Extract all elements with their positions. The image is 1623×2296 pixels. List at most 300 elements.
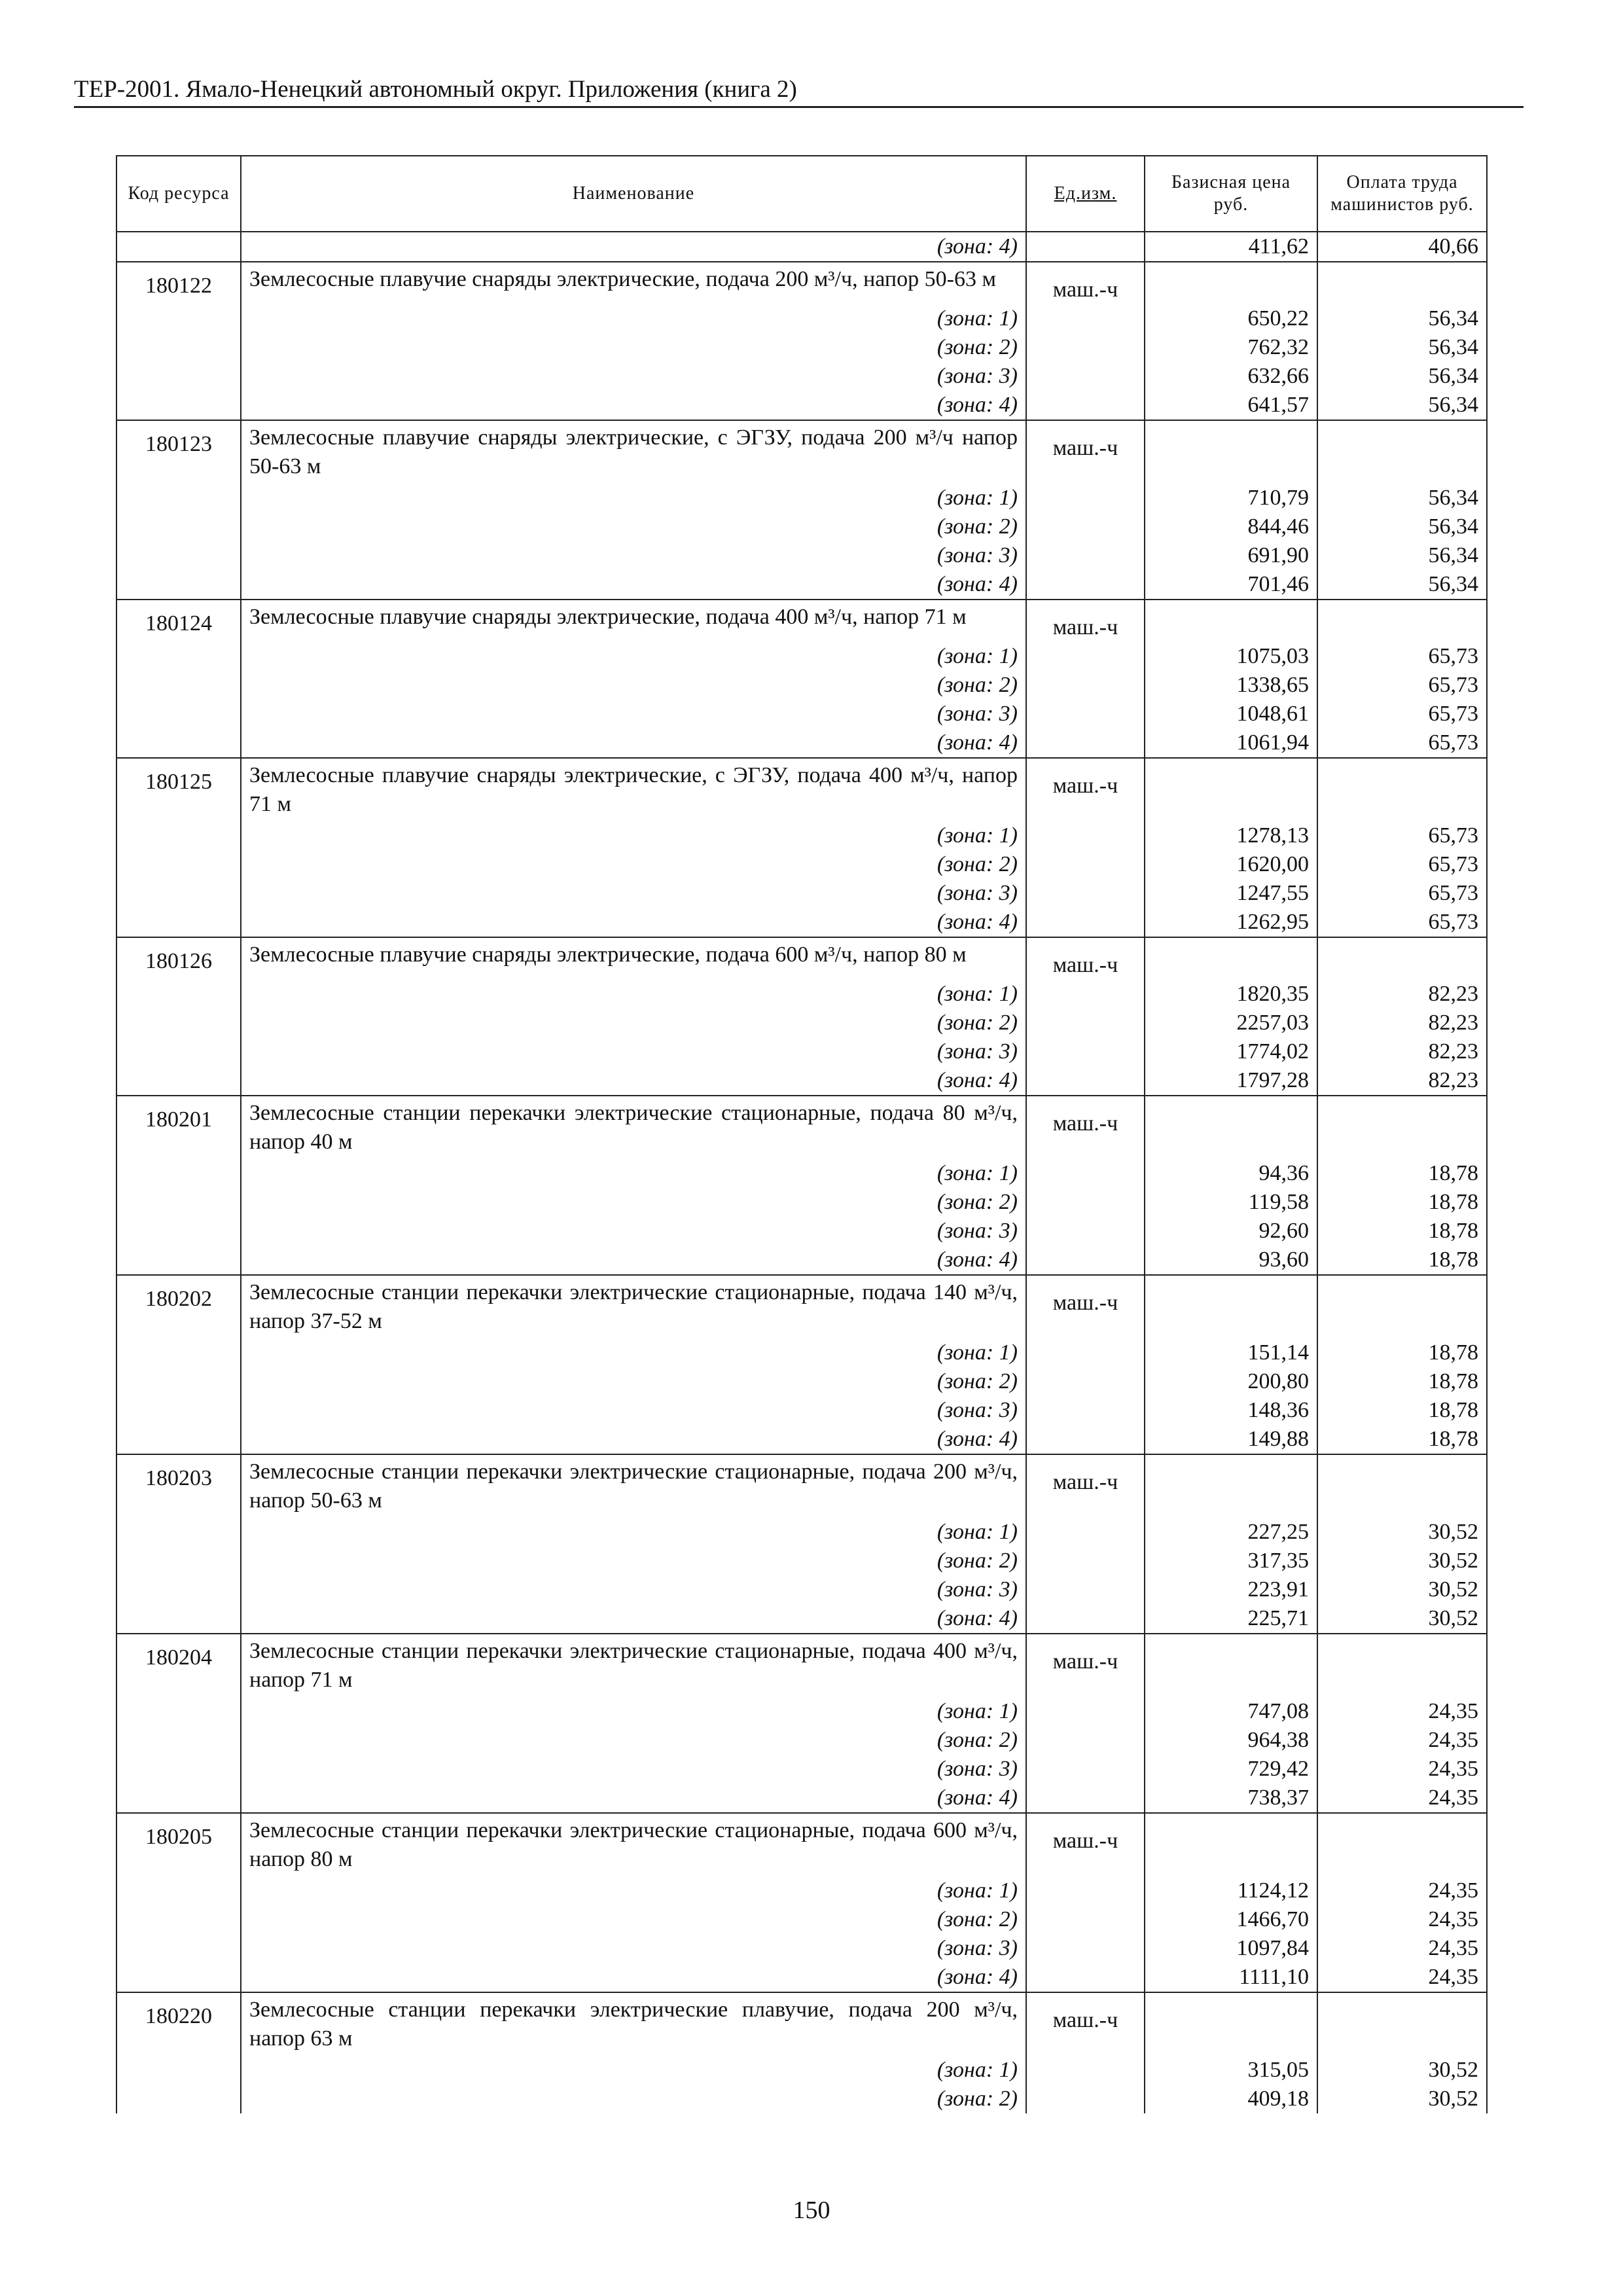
resource-row [116, 1992, 1487, 2056]
zone-pay: 30,52 [1317, 1518, 1487, 1547]
zone-code-cell [116, 1338, 241, 1367]
zone-label: (зона: 4) [241, 1425, 1026, 1454]
continuation-row [116, 232, 1487, 262]
zone-label: (зона: 1) [241, 1159, 1026, 1188]
zone-code-cell [116, 1066, 241, 1096]
zone-code-cell [116, 1037, 241, 1066]
zone-pay: 30,52 [1317, 1547, 1487, 1575]
zone-label: (зона: 2) [241, 850, 1026, 879]
zone-pay: 24,35 [1317, 1755, 1487, 1784]
zone-row [116, 1396, 1487, 1425]
zone-pay: 65,73 [1317, 700, 1487, 728]
zone-unit-cell [1026, 1246, 1145, 1275]
resource-row [116, 1813, 1487, 1876]
zone-unit-cell [1026, 362, 1145, 391]
zone-code-cell [116, 1876, 241, 1905]
zone-label: (зона: 1) [241, 1697, 1026, 1726]
zone-price: 409,18 [1145, 2085, 1317, 2113]
table-header-row [116, 156, 1487, 232]
zone-code-cell [116, 1367, 241, 1396]
zone-unit-cell [1026, 1066, 1145, 1096]
document-title: ТЕР-2001. Ямало-Ненецкий автономный округ. Приложения (книга 2) [74, 76, 797, 103]
resource-pay-empty [1317, 420, 1487, 484]
zone-unit-cell [1026, 391, 1145, 420]
zone-unit-cell [1026, 850, 1145, 879]
zone-label: (зона: 2) [241, 671, 1026, 700]
zone-unit-cell [1026, 541, 1145, 570]
zone-unit-cell [1026, 908, 1145, 937]
zone-code-cell [116, 2085, 241, 2113]
resource-row [116, 758, 1487, 821]
zone-pay: 56,34 [1317, 391, 1487, 420]
zone-pay: 24,35 [1317, 1697, 1487, 1726]
zone-unit-cell [1026, 512, 1145, 541]
resource-code: 180204 [116, 1634, 241, 1697]
zone-price: 119,58 [1145, 1188, 1317, 1217]
zone-code-cell [116, 1425, 241, 1454]
resource-price-empty [1145, 1813, 1317, 1876]
zone-row [116, 1425, 1487, 1454]
zone-label: (зона: 2) [241, 1188, 1026, 1217]
zone-row [116, 541, 1487, 570]
zone-code-cell [116, 1246, 241, 1275]
zone-code-cell [116, 2056, 241, 2085]
zone-price: 747,08 [1145, 1697, 1317, 1726]
zone-label: (зона: 2) [241, 1547, 1026, 1575]
table-body [116, 232, 1487, 2113]
resource-name: Землесосные станции перекачки электрические стационарные, подача 140 м³/ч, напор 37-52 м [241, 1275, 1026, 1338]
column-header-code: Код ресурса [116, 156, 241, 232]
zone-code-cell [116, 333, 241, 362]
zone-price: 1797,28 [1145, 1066, 1317, 1096]
zone-code-cell [116, 642, 241, 671]
resource-name: Землесосные плавучие снаряды электрические, подача 600 м³/ч, напор 80 м [241, 937, 1026, 980]
zone-label: (зона: 1) [241, 980, 1026, 1009]
resource-pay-empty [1317, 937, 1487, 980]
zone-code-cell [116, 1547, 241, 1575]
zone-label: (зона: 3) [241, 1037, 1026, 1066]
zone-pay: 65,73 [1317, 850, 1487, 879]
zone-code-cell [116, 1396, 241, 1425]
zone-row [116, 980, 1487, 1009]
zone-pay: 18,78 [1317, 1396, 1487, 1425]
zone-price: 691,90 [1145, 541, 1317, 570]
zone-row [116, 1697, 1487, 1726]
zone-row [116, 1009, 1487, 1037]
zone-price: 1278,13 [1145, 821, 1317, 850]
zone-pay: 24,35 [1317, 1905, 1487, 1934]
zone-row [116, 908, 1487, 937]
zone-label: (зона: 1) [241, 1338, 1026, 1367]
zone-row [116, 512, 1487, 541]
zone-label: (зона: 3) [241, 1755, 1026, 1784]
zone-row [116, 304, 1487, 333]
zone-pay: 24,35 [1317, 1934, 1487, 1963]
zone-row [116, 1876, 1487, 1905]
zone-row [116, 821, 1487, 850]
zone-row [116, 1338, 1487, 1367]
zone-code-cell [116, 1963, 241, 1992]
zone-pay: 65,73 [1317, 671, 1487, 700]
zone-code-cell [116, 1009, 241, 1037]
resource-unit: маш.-ч [1026, 1992, 1145, 2056]
zone-price: 225,71 [1145, 1604, 1317, 1634]
resource-price-empty [1145, 600, 1317, 642]
zone-price: 149,88 [1145, 1425, 1317, 1454]
zone-pay: 24,35 [1317, 1784, 1487, 1813]
zone-unit-cell [1026, 821, 1145, 850]
resource-unit: маш.-ч [1026, 1096, 1145, 1159]
zone-unit-cell [1026, 333, 1145, 362]
zone-pay: 65,73 [1317, 908, 1487, 937]
zone-price: 701,46 [1145, 570, 1317, 600]
zone-code-cell [116, 700, 241, 728]
resource-unit: маш.-ч [1026, 758, 1145, 821]
zone-pay: 65,73 [1317, 642, 1487, 671]
zone-unit-cell [1026, 1697, 1145, 1726]
resource-unit: маш.-ч [1026, 1634, 1145, 1697]
resource-pay-empty [1317, 600, 1487, 642]
zone-pay: 30,52 [1317, 1575, 1487, 1604]
zone-code-cell [116, 391, 241, 420]
zone-row [116, 1217, 1487, 1246]
zone-price: 641,57 [1145, 391, 1317, 420]
zone-price: 148,36 [1145, 1396, 1317, 1425]
zone-code-cell [116, 850, 241, 879]
zone-price: 710,79 [1145, 484, 1317, 512]
zone-pay: 65,73 [1317, 821, 1487, 850]
resource-name: Землесосные плавучие снаряды электрические, подача 400 м³/ч, напор 71 м [241, 600, 1026, 642]
zone-code-cell [116, 1217, 241, 1246]
zone-unit-cell [1026, 1425, 1145, 1454]
zone-price: 1620,00 [1145, 850, 1317, 879]
resource-code: 180123 [116, 420, 241, 484]
zone-unit-cell [1026, 570, 1145, 600]
zone-price: 1061,94 [1145, 728, 1317, 758]
zone-price: 92,60 [1145, 1217, 1317, 1246]
continuation-pay: 40,66 [1317, 232, 1487, 262]
resource-unit: маш.-ч [1026, 1275, 1145, 1338]
resource-row [116, 1275, 1487, 1338]
zone-pay: 30,52 [1317, 2085, 1487, 2113]
zone-price: 1338,65 [1145, 671, 1317, 700]
resource-unit: маш.-ч [1026, 1813, 1145, 1876]
zone-unit-cell [1026, 1575, 1145, 1604]
zone-unit-cell [1026, 1755, 1145, 1784]
zone-price: 151,14 [1145, 1338, 1317, 1367]
column-header-unit [1026, 156, 1145, 232]
zone-pay: 82,23 [1317, 1009, 1487, 1037]
column-header-name: Наименование [241, 156, 1026, 232]
zone-price: 227,25 [1145, 1518, 1317, 1547]
zone-code-cell [116, 980, 241, 1009]
zone-row [116, 1159, 1487, 1188]
zone-label: (зона: 4) [241, 1784, 1026, 1813]
resource-name: Землесосные станции перекачки электрические стационарные, подача 80 м³/ч, напор 40 м [241, 1096, 1026, 1159]
zone-label: (зона: 4) [241, 1963, 1026, 1992]
zone-label: (зона: 3) [241, 879, 1026, 908]
zone-code-cell [116, 1518, 241, 1547]
zone-label: (зона: 4) [241, 728, 1026, 758]
resource-price-empty [1145, 1634, 1317, 1697]
zone-pay: 82,23 [1317, 1037, 1487, 1066]
zone-unit-cell [1026, 1188, 1145, 1217]
zone-label: (зона: 4) [241, 908, 1026, 937]
zone-pay: 56,34 [1317, 333, 1487, 362]
zone-price: 844,46 [1145, 512, 1317, 541]
zone-pay: 56,34 [1317, 362, 1487, 391]
resource-price-table [116, 155, 1488, 2113]
zone-unit-cell [1026, 1338, 1145, 1367]
zone-row [116, 484, 1487, 512]
zone-row [116, 850, 1487, 879]
zone-pay: 18,78 [1317, 1188, 1487, 1217]
resource-pay-empty [1317, 1454, 1487, 1518]
resource-code: 180205 [116, 1813, 241, 1876]
resource-name: Землесосные плавучие снаряды электрические, с ЭГЗУ, подача 400 м³/ч, напор 71 м [241, 758, 1026, 821]
zone-label: (зона: 3) [241, 1396, 1026, 1425]
zone-price: 94,36 [1145, 1159, 1317, 1188]
zone-label: (зона: 1) [241, 2056, 1026, 2085]
zone-label: (зона: 2) [241, 333, 1026, 362]
zone-code-cell [116, 362, 241, 391]
zone-unit-cell [1026, 2085, 1145, 2113]
zone-price: 650,22 [1145, 304, 1317, 333]
zone-row [116, 391, 1487, 420]
zone-unit-cell [1026, 1963, 1145, 1992]
zone-row [116, 1575, 1487, 1604]
zone-label: (зона: 2) [241, 1726, 1026, 1755]
zone-row [116, 671, 1487, 700]
zone-row [116, 1604, 1487, 1634]
zone-pay: 56,34 [1317, 512, 1487, 541]
zone-pay: 82,23 [1317, 1066, 1487, 1096]
zone-row [116, 642, 1487, 671]
zone-code-cell [116, 1755, 241, 1784]
zone-price: 1124,12 [1145, 1876, 1317, 1905]
resource-code: 180124 [116, 600, 241, 642]
zone-code-cell [116, 1697, 241, 1726]
zone-price: 1262,95 [1145, 908, 1317, 937]
zone-label: (зона: 1) [241, 1876, 1026, 1905]
zone-price: 223,91 [1145, 1575, 1317, 1604]
zone-price: 317,35 [1145, 1547, 1317, 1575]
zone-row [116, 1963, 1487, 1992]
zone-label: (зона: 3) [241, 1934, 1026, 1963]
zone-pay: 56,34 [1317, 570, 1487, 600]
zone-unit-cell [1026, 1547, 1145, 1575]
zone-unit-cell [1026, 2056, 1145, 2085]
zone-price: 729,42 [1145, 1755, 1317, 1784]
zone-pay: 18,78 [1317, 1338, 1487, 1367]
zone-pay: 65,73 [1317, 728, 1487, 758]
zone-label: (зона: 3) [241, 700, 1026, 728]
zone-label: (зона: 3) [241, 1217, 1026, 1246]
zone-price: 1774,02 [1145, 1037, 1317, 1066]
zone-row [116, 362, 1487, 391]
resource-row [116, 1096, 1487, 1159]
zone-pay: 30,52 [1317, 1604, 1487, 1634]
zone-row [116, 700, 1487, 728]
continuation-unit-cell [1026, 232, 1145, 262]
zone-pay: 24,35 [1317, 1963, 1487, 1992]
zone-row [116, 879, 1487, 908]
zone-row [116, 1037, 1487, 1066]
zone-code-cell [116, 1575, 241, 1604]
resource-row [116, 1634, 1487, 1697]
resource-pay-empty [1317, 758, 1487, 821]
zone-row [116, 1905, 1487, 1934]
zone-label: (зона: 4) [241, 1066, 1026, 1096]
zone-price: 315,05 [1145, 2056, 1317, 2085]
zone-price: 964,38 [1145, 1726, 1317, 1755]
zone-label: (зона: 4) [241, 391, 1026, 420]
zone-row [116, 1547, 1487, 1575]
continuation-zone-label: (зона: 4) [241, 232, 1026, 262]
zone-unit-cell [1026, 1159, 1145, 1188]
zone-pay: 56,34 [1317, 484, 1487, 512]
zone-pay: 24,35 [1317, 1726, 1487, 1755]
resource-price-empty [1145, 758, 1317, 821]
zone-price: 1247,55 [1145, 879, 1317, 908]
zone-unit-cell [1026, 304, 1145, 333]
zone-price: 93,60 [1145, 1246, 1317, 1275]
zone-row [116, 1934, 1487, 1963]
zone-row [116, 1066, 1487, 1096]
zone-pay: 18,78 [1317, 1367, 1487, 1396]
zone-pay: 56,34 [1317, 304, 1487, 333]
zone-label: (зона: 4) [241, 1604, 1026, 1634]
zone-code-cell [116, 879, 241, 908]
zone-pay: 30,52 [1317, 2056, 1487, 2085]
resource-price-empty [1145, 262, 1317, 304]
zone-row [116, 728, 1487, 758]
zone-unit-cell [1026, 1726, 1145, 1755]
zone-code-cell [116, 1159, 241, 1188]
zone-label: (зона: 2) [241, 1367, 1026, 1396]
zone-price: 1820,35 [1145, 980, 1317, 1009]
zone-unit-cell [1026, 1217, 1145, 1246]
resource-price-empty [1145, 1992, 1317, 2056]
resource-code: 180201 [116, 1096, 241, 1159]
zone-unit-cell [1026, 1396, 1145, 1425]
resource-unit: маш.-ч [1026, 420, 1145, 484]
column-header-pay: Оплата труда машинистов руб. [1317, 156, 1487, 232]
zone-code-cell [116, 1934, 241, 1963]
resource-unit: маш.-ч [1026, 1454, 1145, 1518]
zone-code-cell [116, 908, 241, 937]
resource-pay-empty [1317, 1096, 1487, 1159]
zone-unit-cell [1026, 728, 1145, 758]
continuation-price: 411,62 [1145, 232, 1317, 262]
resource-price-empty [1145, 420, 1317, 484]
zone-code-cell [116, 821, 241, 850]
zone-row [116, 1784, 1487, 1813]
zone-label: (зона: 2) [241, 512, 1026, 541]
resource-code: 180202 [116, 1275, 241, 1338]
zone-row [116, 1726, 1487, 1755]
resource-name: Землесосные станции перекачки электрические стационарные, подача 400 м³/ч, напор 71 м [241, 1634, 1026, 1697]
column-header-unit-label: Ед.изм. [1054, 183, 1117, 204]
zone-price: 1466,70 [1145, 1905, 1317, 1934]
zone-label: (зона: 1) [241, 304, 1026, 333]
zone-code-cell [116, 1726, 241, 1755]
zone-row [116, 333, 1487, 362]
running-header [74, 73, 1524, 108]
resource-name: Землесосные станции перекачки электрические плавучие, подача 200 м³/ч, напор 63 м [241, 1992, 1026, 2056]
resource-row [116, 262, 1487, 304]
resource-pay-empty [1317, 1634, 1487, 1697]
resource-code: 180203 [116, 1454, 241, 1518]
resource-price-empty [1145, 1275, 1317, 1338]
column-header-price: Базисная цена руб. [1145, 156, 1317, 232]
zone-code-cell [116, 512, 241, 541]
page-number: 150 [793, 2197, 830, 2224]
zone-price: 1048,61 [1145, 700, 1317, 728]
resource-unit: маш.-ч [1026, 262, 1145, 304]
zone-price: 1097,84 [1145, 1934, 1317, 1963]
zone-row [116, 1755, 1487, 1784]
resource-code: 180220 [116, 1992, 241, 2056]
zone-label: (зона: 4) [241, 1246, 1026, 1275]
zone-unit-cell [1026, 1934, 1145, 1963]
zone-code-cell [116, 1604, 241, 1634]
zone-label: (зона: 4) [241, 570, 1026, 600]
resource-unit: маш.-ч [1026, 937, 1145, 980]
zone-pay: 56,34 [1317, 541, 1487, 570]
zone-pay: 18,78 [1317, 1159, 1487, 1188]
zone-row [116, 1367, 1487, 1396]
resource-row [116, 937, 1487, 980]
zone-row [116, 1518, 1487, 1547]
zone-price: 2257,03 [1145, 1009, 1317, 1037]
zone-label: (зона: 2) [241, 1905, 1026, 1934]
zone-price: 738,37 [1145, 1784, 1317, 1813]
zone-unit-cell [1026, 1037, 1145, 1066]
zone-pay: 18,78 [1317, 1217, 1487, 1246]
resource-row [116, 600, 1487, 642]
zone-pay: 18,78 [1317, 1425, 1487, 1454]
zone-unit-cell [1026, 1009, 1145, 1037]
zone-price: 632,66 [1145, 362, 1317, 391]
zone-pay: 18,78 [1317, 1246, 1487, 1275]
zone-price: 1075,03 [1145, 642, 1317, 671]
zone-unit-cell [1026, 1367, 1145, 1396]
resource-row [116, 1454, 1487, 1518]
zone-code-cell [116, 570, 241, 600]
zone-unit-cell [1026, 484, 1145, 512]
zone-row [116, 2085, 1487, 2113]
zone-unit-cell [1026, 1876, 1145, 1905]
zone-label: (зона: 1) [241, 484, 1026, 512]
zone-unit-cell [1026, 1604, 1145, 1634]
resource-name: Землесосные плавучие снаряды электрические, с ЭГЗУ, подача 200 м³/ч напор 50-63 м [241, 420, 1026, 484]
resource-price-empty [1145, 1096, 1317, 1159]
zone-unit-cell [1026, 1905, 1145, 1934]
zone-pay: 65,73 [1317, 879, 1487, 908]
zone-pay: 24,35 [1317, 1876, 1487, 1905]
zone-row [116, 1246, 1487, 1275]
zone-label: (зона: 1) [241, 821, 1026, 850]
continuation-code-cell [116, 232, 241, 262]
zone-price: 762,32 [1145, 333, 1317, 362]
zone-label: (зона: 3) [241, 362, 1026, 391]
zone-label: (зона: 3) [241, 541, 1026, 570]
zone-pay: 82,23 [1317, 980, 1487, 1009]
zone-unit-cell [1026, 980, 1145, 1009]
zone-row [116, 1188, 1487, 1217]
resource-row [116, 420, 1487, 484]
